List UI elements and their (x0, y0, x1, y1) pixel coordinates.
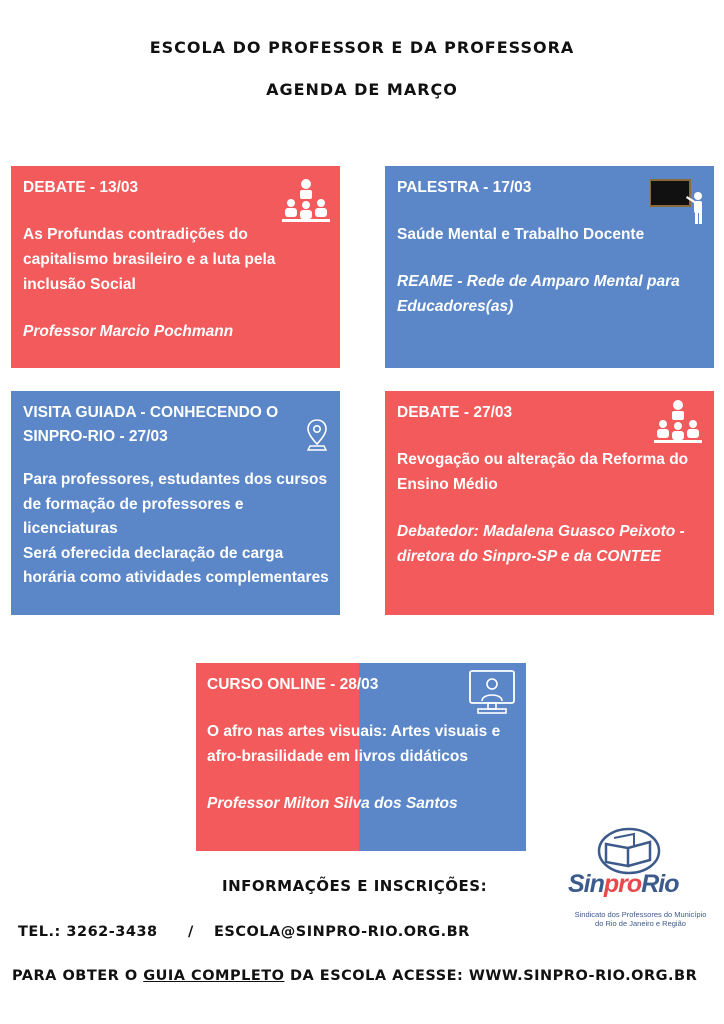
event-head: VISITA GUIADA - CONHECENDO O SINPRO-RIO - 27/03 (23, 404, 279, 445)
event-speaker: Professor Milton Silva dos Santos (207, 795, 458, 812)
event-speaker: Debatedor: Madalena Guasco Peixoto - diretora do Sinpro-SP e da CONTEE (397, 523, 685, 565)
event-speaker: Professor Marcio Pochmann (23, 323, 234, 340)
event-card-debate-1303 (11, 166, 340, 368)
event-head: DEBATE - 13/03 (23, 179, 139, 196)
email-link[interactable]: ESCOLA@SINPRO-RIO.ORG.BR (214, 924, 470, 940)
group-icon (282, 178, 330, 226)
info-heading: INFORMAÇÕES E INSCRIÇÕES: (222, 877, 488, 895)
event-body: O afro nas artes visuais: Artes visuais e afro-brasilidade em livros didáticos (207, 723, 501, 765)
page-subtitle: AGENDA DE MARÇO (266, 80, 458, 99)
group-icon (654, 399, 702, 447)
logo-book-icon (594, 826, 664, 876)
guide-suffix: DA ESCOLA ACESSE: WWW.SINPRO-RIO.ORG.BR (284, 968, 698, 984)
separator: / (188, 924, 194, 940)
logo-wordmark: SinproRio (568, 870, 679, 898)
guide-link[interactable]: GUIA COMPLETO (143, 968, 285, 984)
event-head: PALESTRA - 17/03 (397, 179, 532, 196)
event-head: CURSO ONLINE - 28/03 (207, 676, 379, 693)
logo-tagline: Sindicato dos Professores do Município do Rio de Janeiro e Região (574, 910, 707, 928)
telephone: TEL.: 3262-3438 (18, 924, 158, 940)
page-title: ESCOLA DO PROFESSOR E DA PROFESSORA (149, 38, 575, 57)
event-head: DEBATE - 27/03 (397, 404, 513, 421)
blackboard-teacher-icon (650, 178, 706, 226)
event-card-curso-online-2803 (196, 663, 526, 851)
event-body: Saúde Mental e Trabalho Docente (397, 226, 645, 243)
guide-line (12, 968, 697, 984)
online-monitor-icon (468, 669, 516, 717)
event-card-debate-2703 (385, 391, 714, 615)
event-card-palestra-1703 (385, 166, 714, 368)
event-card-visita-2703 (11, 391, 340, 615)
location-pin-icon (306, 418, 328, 452)
event-body: Para professores, estudantes dos cursos de formação de professores e licenciaturas Será oferecida declaração de carga horária como atividades complementares (23, 471, 329, 586)
sinpro-rio-logo (560, 826, 710, 936)
event-body: As Profundas contradições do capitalismo brasileiro e a luta pela inclusão Social (23, 226, 276, 293)
event-body: Revogação ou alteração da Reforma do Ensino Médio (397, 451, 689, 493)
event-speaker: REAME - Rede de Amparo Mental para Educadores(as) (397, 273, 680, 315)
guide-prefix: PARA OBTER O (12, 968, 144, 984)
